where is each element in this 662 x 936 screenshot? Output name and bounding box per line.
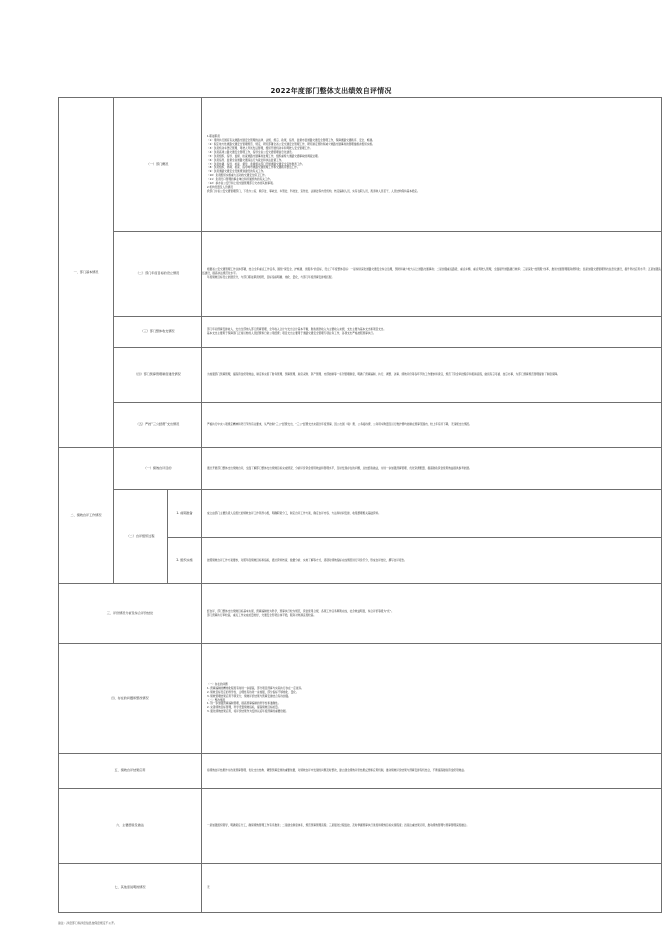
content-cell [202,584,662,644]
category-cell: 二、绩效自评工作情况 [59,448,114,584]
table-row [59,754,662,789]
footnote: 备注：涉密部门和涉密信息按保密规定不公开。 [58,921,117,925]
paragraph: （4）负责高速公路交通安全管理工作，指导全省公安交通管理信息化建设。 [207,150,295,154]
paragraph: 经自评，部门整体支出绩效目标基本实现，预算编制较为科学，预算执行较为规范，资金使用合规，各项工作任务顺利完成，社会效益明显，综合评价等级为“优”。 [207,609,394,613]
paragraph: （9）负责道路交通安全设施规划建设的有关工作。 [207,170,266,174]
content-cell [202,317,662,348]
content-cell [202,448,662,490]
paragraph: 为加强部门预算管理，提高资金使用效益，制定和完善了财务管理、预算管理、政府采购、资产管理、内部控制等一系列管理制度，明确了预算编制、执行、调整、决算、绩效评价等各环节的工作要求和责任，规范了资金审批程序和报销流程，做到有章可循、按章办事，为部门预算规范管理提供了制度保障。 [207,373,560,377]
performance-table [58,97,662,913]
table-row [59,584,662,644]
content-cell [202,490,662,538]
content-cell [202,403,662,448]
paragraph: 部门预算执行率较高，重点工作完成质量较好，交通安全形势总体平稳，服务对象满意度较高。 [207,613,316,617]
paragraph: 3. 绩效管理结果应用不够充分，绩效评价结果与预算安排结合有待加强。 [207,694,291,698]
category-cell: 五、绩效自评结果应用 [59,754,202,789]
paragraph: 年度绩效目标设立依据充分，与部门职能职责相符，目标指标明确、细化、量化，与部门年度预算安排相匹配。 [207,275,335,279]
paragraph: 无 [207,886,210,890]
paragraph: （二）整改情况 [207,698,226,702]
paragraph: （1）贯彻执行国家有关道路交通安全管理的法律、法规、规章、政策，指导、监督市县道路交通安全管理工作，保障道路交通秩序、安全、畅通。 [207,139,375,143]
subcategory-cell: （三）部门整体收支情况 [114,317,202,348]
table-row [59,232,662,317]
category-cell: 六、主要经验及做法 [59,789,202,864]
paragraph: 通过开展部门整体支出绩效自评，全面了解部门整体支出绩效目标完成情况，分析评价资金使用效益和管理水平，及时发现存在的问题，总结经验做法，为进一步加强预算管理、优化资源配置、提高财政资金使用效益提供参考依据。 [207,466,472,470]
paragraph: 2. 绩效目标设定的科学性、合理性有待进一步加强，部分指标不够细化、量化。 [207,690,299,694]
table-row [59,317,662,348]
subcategory-cell: （四）部门预算管理制度建设情况 [114,348,202,403]
paragraph: 一是加强组织领导，明确责任分工，确保绩效管理工作有序推进；二是健全制度体系，规范预算管理流程；三是强化过程监控，及时掌握预算执行进度和绩效目标实现程度；四是注重结果运用，推动绩效管理与预算管理深度融合。 [207,824,469,828]
paragraph: 我部门为省公安交通管理部门，下设办公室、秩序处、事故处、车管处、科技处、宣传处、法制处等内设机构，核定编制人员，实有在职人员，离退休人员若干，人员结构保持基本稳定。 [207,189,420,193]
paragraph: 成立由部门主要负责人任组长的绩效自评工作领导小组，明确职责分工，制定自评工作方案，确定自评内容、方法和时间安排，收集整理相关基础资料。 [207,511,381,515]
table-row [59,490,662,538]
table-row [59,864,662,913]
table-row [59,789,662,864]
content-cell [202,789,662,864]
paragraph: 部门年初预算安排收入、支出全部纳入部门预算管理，全年收入合计与支出合计基本平衡，财政拨款收入为主要收入来源，支出主要为基本支出和项目支出。 [207,328,386,332]
paragraph: （10）负责组织实施重大活动的交通安全保卫工作。 [207,174,268,178]
paragraph: （12）承办省公安厅和上级交通管理部门交办的其他事项。 [207,182,276,186]
category-cell: 一、部门基本情况 [59,98,114,448]
table-row [59,348,662,403]
subcategory-cell: （二）自评组织过程 [114,490,168,584]
paragraph: （3）负责机动车登记管理、驾驶人考试发证管理，组织开展机动车和驾驶人安全管理工作。 [207,146,313,150]
table-row [59,644,662,754]
content-cell [202,98,662,232]
paragraph: 1.职能职责 [207,135,220,139]
subcategory-cell: （五）严控“三公经费”支出情况 [114,403,202,448]
table-row [59,448,662,490]
paragraph: （一）存在的问题 [207,682,228,686]
category-cell: 七、其他需说明的情况 [59,864,202,913]
paragraph: 根据省公安交通管理工作总体部署，结合全年重点工作任务，围绕“保安全、护畅通、优服务”的目标，设立了年度整体目标：一是持续深化道路交通安全综合治理，预防和减少较大以上道路交通事故；二是加强重点路段、重点车辆、重点驾驶人管理，全面提升道路通行效率；三是深化“放管服”改革，推进交通管理服务便利化；四是加强交通管理科技信息化建设，提升科技应用水平；五是加强队伍建设，提高执法规范化水平。 [202,268,661,276]
paragraph: （5）负责组织、指导、监督、检查道路交通事故处理工作，组织重特大道路交通事故的调查处理。 [207,154,321,158]
paragraph: 按照绩效自评工作方案要求，对照年度绩效目标和指标，通过资料核查、数据分析、实地了解等方式，逐项对绩效指标完成情况进行评价打分，形成自评结论，撰写自评报告。 [207,558,407,562]
table-row [59,403,662,448]
content-cell [202,864,662,913]
paragraph: （6）负责指导、监督全省道路交通违法行为查处和执法监督工作。 [207,158,284,162]
paragraph: 基本支出主要用于保障部门正常运转的人员经费和日常公用经费；项目支出主要用于道路交通安全管理专项业务工作，各项支出严格按照预算执行。 [207,332,376,335]
paragraph: 严格执行中央八项规定精神和厉行节约有关要求，从严控制“三公”经费支出，“三公”经费支出未超过年度预算，因公出国（境）费、公务接待费、公务用车购置及运行维护费均控制在预算范围内，较上年有所下降，无违规支出情况。 [207,423,472,427]
paragraph: 1. 进一步加强预算编制管理，提高预算编制的科学性和准确性。 [207,702,281,706]
content-cell [202,538,662,584]
paragraph: （8）负责组织、协调、检查、指导城市道路交通管理工作和交通秩序整治工作。 [207,166,300,170]
content-cell [202,232,662,317]
step-cell: 2. 组织实施 [168,538,202,584]
paragraph: （2）拟定地方性道路交通安全管理规范、规定，研究部署全省公安交通安全管理工作，研究制定预防和减少道路交通事故的管理措施并组织实施。 [207,143,375,147]
subcategory-cell: （二）部门年度目标的设立情况 [114,232,202,317]
subcategory-cell: （一）绩效自评目的 [114,448,202,490]
table-row [59,98,662,232]
content-cell [202,348,662,403]
content-cell [202,754,662,789]
step-cell: 1. 前期准备 [168,490,202,538]
paragraph: 2. 完善绩效目标管理，科学设置绩效指标，提高绩效目标质量。 [207,706,281,710]
subcategory-cell: （一）部门概况 [114,98,202,232]
paragraph: 1. 预算编制的精细化程度有待进一步提高，部分项目预算与实际执行存在一定差异。 [207,686,304,690]
paragraph: 2.机构设置及人员情况 [207,185,233,189]
content-cell [202,644,662,754]
paragraph: 3. 强化绩效结果应用，将评价结果作为安排以后年度预算的重要依据。 [207,710,289,714]
report-title: 2022年度部门整体支出绩效自评情况 [270,87,392,95]
paragraph: （11）负责归口管理的事业单位和所属机构的有关工作。 [207,178,273,182]
category-cell: 四、存在的问题和整改情况 [59,644,202,754]
paragraph: （7）负责协调、指导、检查、督导、监督相关部门开展道路交通安全宣传教育工作。 [207,162,305,166]
paragraph: 将绩效自评结果作为改进预算管理、优化支出结构、调整预算安排的重要依据，对绩效自评中发现的问题及时整改，建立健全绩效评价结果反馈和应用机制，推动绩效评价结果与预算安排有机结合，不断提高财政资金使用效益。 [207,769,467,773]
category-cell: 三、评价情况分析及综合评价结论 [59,584,202,644]
